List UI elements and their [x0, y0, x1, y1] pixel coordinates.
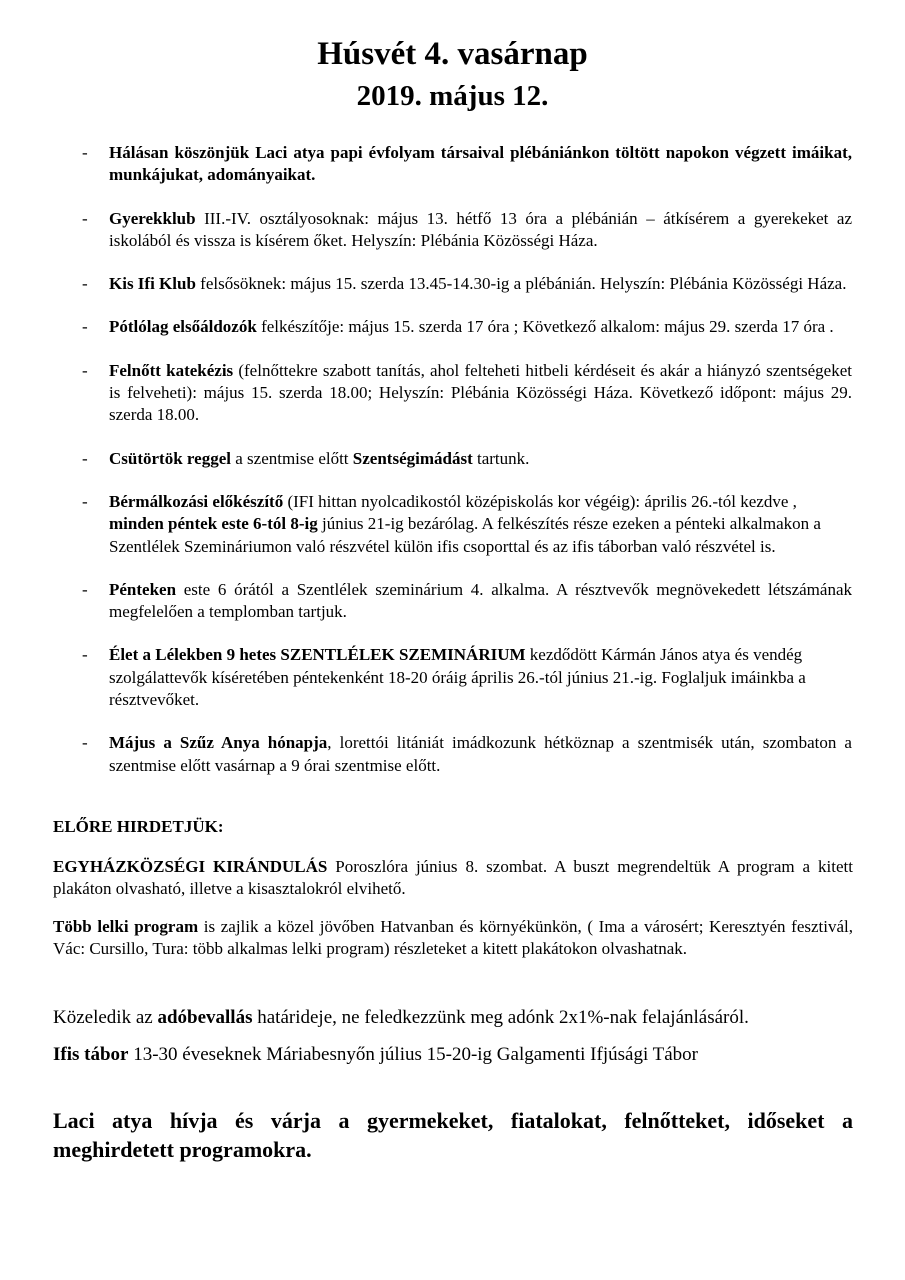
bold-text: Pótlólag elsőáldozók — [109, 317, 257, 337]
text-run: III.-IV. osztályosoknak: május 13. hétfő 13 óra a plébánián – átkísérem a gyerekeket az iskolából és vissza is kísérem őket. Helyszín: Plébánia Közösségi Háza. — [109, 208, 852, 250]
bold-text: adóbevallás — [157, 1007, 253, 1028]
bullet-dash: - — [82, 491, 88, 511]
announcement-text — [109, 644, 852, 711]
text-run: este 6 órától a Szentlélek szeminárium 4. alkalma. A résztvevők megnövekedett létszámának megfelelően a templomban tartjuk. — [109, 579, 852, 622]
bold-text: Csütörtök reggel — [109, 448, 231, 468]
bold-text: Hálásan köszönjük Laci atya papi évfolyam társaival plébániánkon töltött napokon végzett imáikat, munkájukat, adományaikat. — [109, 143, 852, 185]
announcement-text — [109, 273, 852, 295]
bold-text: Gyerekklub — [109, 208, 196, 228]
bold-text: Kis Ifi Klub — [109, 274, 196, 294]
announcement-list — [0, 142, 905, 798]
text-run: június 21-ig bezárólag. A felkészítés része ezeken a pénteki alkalmakon a Szentlélek Szemináriumon való részvétel külön ifis csoporttal és az ifis táborban való részvétel is. — [109, 514, 821, 556]
text-run: a szentmise előtt — [230, 448, 353, 468]
announcement-text — [109, 579, 852, 624]
text-run: 13-30 éveseknek Máriabesnyőn július 15-20-ig Galgamenti Ifjúsági Tábor — [128, 1044, 698, 1065]
announcement-item — [0, 644, 905, 711]
text-run: határideje, ne feledkezzünk meg adónk 2x1%-nak felajánlásáról. — [252, 1007, 749, 1028]
announcement-text — [109, 208, 852, 253]
tax-paragraph — [53, 1006, 853, 1030]
announcement-item — [0, 448, 905, 470]
bullet-dash: - — [82, 317, 88, 337]
bullet-dash: - — [82, 579, 88, 599]
bold-text: Felnőtt katekézis — [109, 360, 234, 380]
bold-text: Élet a Lélekben 9 hetes SZENTLÉLEK SZEMINÁRIUM — [109, 645, 526, 665]
text-run: kezdődött Kármán János atya és vendég szolgálattevők kíséretében péntekenként 18-20 óráig április 26.-tól június 21.-ig. Foglaljuk imáinkba a résztvevőket. — [109, 645, 806, 710]
bullet-dash: - — [82, 360, 88, 380]
bold-text: minden péntek este 6-tól 8-ig — [109, 514, 318, 534]
announcement-item — [0, 208, 905, 253]
announcement-item — [0, 360, 905, 427]
text-run: Közeledik az — [53, 1007, 158, 1028]
text-run: tartunk. — [472, 448, 530, 468]
bullet-dash: - — [82, 208, 88, 228]
announcement-item — [0, 316, 905, 338]
text-run: (IFI hittan nyolcadikostól középiskolás kor végéig): április 26.-tól kezdve , — [283, 491, 797, 511]
bold-text: Több lelki program — [53, 917, 199, 936]
text-run: felsősöknek: május 15. szerda 13.45-14.30-ig a plébánián. Helyszín: Plébánia Közösségi Háza. — [195, 274, 847, 294]
bold-text: EGYHÁZKÖZSÉGI KIRÁNDULÁS — [53, 857, 328, 876]
page-title: Húsvét 4. vasárnap — [317, 36, 588, 72]
announcement-item — [0, 579, 905, 624]
announcement-item — [0, 273, 905, 295]
bold-text: Ifis tábor — [53, 1044, 129, 1065]
announcement-text — [109, 732, 852, 777]
text-run: felkészítője: május 15. szerda 17 óra ; Következő alkalom: május 29. szerda 17 óra . — [256, 317, 834, 337]
trip-paragraph — [53, 856, 853, 901]
text-run: is zajlik a közel jövőben Hatvanban és környékünkön, ( Ima a városért; Keresztyén fesztivál, Vác: Cursillo, Tura: több alkalmas lelki program) részleteket a kitett plakátokon olvashatnak. — [53, 917, 853, 959]
bullet-dash: - — [82, 645, 88, 665]
text-run: (felnőttekre szabott tanítás, ahol felteheti hitbeli kérdéseit és akár a hiányzó szentségeket is felveheti): május 15. szerda 18.00; Helyszín: Plébánia Közösségi Háza. Következő időpont: május 29. szerda 18.00. — [109, 360, 852, 425]
text-run: , lorettói litániát imádkozunk hétköznap a szentmisék után, szombaton a szentmise előtt vasárnap a 9 órai szentmise előtt. — [109, 733, 852, 775]
bold-text: Május a Szűz Anya hónapja — [109, 733, 328, 753]
announcement-item — [0, 142, 905, 187]
bullet-dash: - — [82, 274, 88, 294]
announcement-item — [0, 491, 905, 558]
closing-paragraph: Laci atya hívja és várja a gyermekeket, fiatalokat, felnőtteket, időseket a meghirdetett programokra. — [53, 1108, 853, 1162]
advance-heading: ELŐRE HIRDETJÜK: — [53, 817, 224, 836]
programs-paragraph — [53, 916, 853, 961]
announcement-text — [109, 142, 852, 187]
announcement-text — [109, 491, 852, 558]
announcement-text — [109, 360, 852, 427]
announcement-item — [0, 732, 905, 777]
page-date: 2019. május 12. — [356, 80, 549, 112]
text-run: Poroszlóra június 8. szombat. A buszt megrendeltük A program a kitett plakáton olvasható, illetve a kisasztalokról elvihető. — [53, 857, 853, 899]
camp-paragraph — [53, 1043, 853, 1067]
bold-text: Szentségimádást — [352, 448, 473, 468]
bold-text: Pénteken — [109, 579, 177, 599]
announcement-text — [109, 316, 852, 338]
bullet-dash: - — [82, 448, 88, 468]
bold-text: Bérmálkozási előkészítő — [109, 491, 284, 511]
announcement-text — [109, 448, 852, 470]
bullet-dash: - — [82, 143, 88, 162]
bullet-dash: - — [82, 733, 88, 753]
